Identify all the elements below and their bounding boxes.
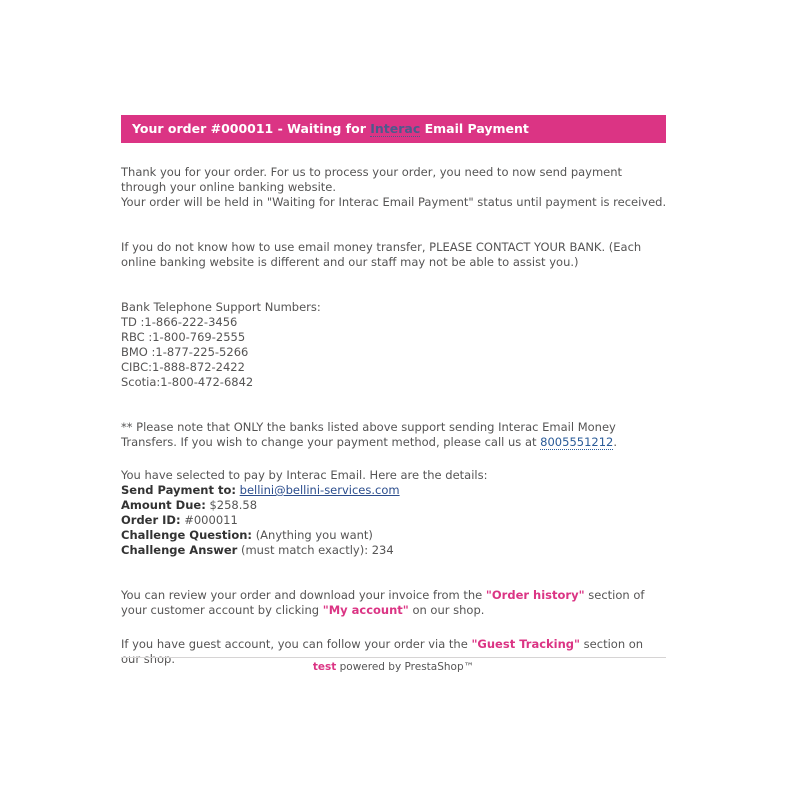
amount-due-label: Amount Due:: [121, 498, 206, 512]
note-line-2-suffix: .: [613, 435, 617, 449]
review-line-2: [121, 603, 681, 618]
review-prefix: You can review your order and download your invoice from the: [121, 588, 486, 602]
bank-number-td: TD :1-866-222-3456: [121, 315, 238, 329]
detail-challenge-answer: [121, 543, 681, 558]
header-suffix: Email Payment: [420, 121, 529, 136]
review-line-2-suffix: on our shop.: [408, 603, 485, 617]
guest-suffix: section on: [580, 637, 644, 651]
footer-divider: [121, 657, 666, 658]
note-line-2: [121, 435, 681, 450]
send-payment-label: Send Payment to:: [121, 483, 236, 497]
order-id-label: Order ID:: [121, 513, 181, 527]
bank-number-rbc: RBC :1-800-769-2555: [121, 330, 246, 344]
challenge-answer-value: (must match exactly): 234: [240, 543, 394, 557]
order-id-value: #000011: [184, 513, 238, 527]
intro-line-2: through your online banking website.: [121, 180, 337, 194]
header-prefix: Your order #000011 - Waiting for: [132, 121, 371, 136]
intro-line-3: Your order will be held in "Waiting for Interac Email Payment" status until payment is received.: [121, 195, 667, 209]
bank-numbers-title: Bank Telephone Support Numbers:: [121, 300, 321, 314]
challenge-question-label: Challenge Question:: [121, 528, 253, 542]
order-status-header: [121, 115, 666, 143]
shop-name-link[interactable]: test: [312, 661, 337, 673]
send-payment-email-link[interactable]: bellini@bellini-services.com: [239, 483, 400, 497]
review-line-2-prefix: your customer account by clicking: [121, 603, 323, 617]
intro-line-1: Thank you for your order. For us to process your order, you need to now send payment: [121, 165, 623, 179]
detail-order-id: [121, 513, 681, 528]
order-history-link[interactable]: "Order history": [485, 588, 585, 602]
challenge-answer-label: Challenge Answer: [121, 543, 238, 557]
detail-challenge-question: [121, 528, 681, 543]
review-middle: section of: [584, 588, 645, 602]
bank-number-scotia: Scotia:1-800-472-6842: [121, 375, 254, 389]
contact-bank-line-2: online banking website is different and our staff may not be able to assist you.): [121, 255, 579, 269]
bank-number-cibc: CIBC:1-888-872-2422: [121, 360, 245, 374]
note-line-1: ** Please note that ONLY the banks listed above support sending Interac Email Money: [121, 420, 616, 434]
powered-by-text: powered by PrestaShop™: [336, 661, 475, 673]
detail-send-payment: [121, 483, 681, 498]
contact-bank-line-1: If you do not know how to use email money transfer, PLEASE CONTACT YOUR BANK. (Each: [121, 240, 642, 254]
guest-tracking-link[interactable]: "Guest Tracking": [471, 637, 581, 651]
interac-term: Interac: [370, 121, 421, 136]
email-body: [121, 165, 681, 667]
detail-amount-due: [121, 498, 681, 513]
my-account-link[interactable]: "My account": [322, 603, 409, 617]
review-line-1: [121, 588, 681, 603]
footer: [121, 660, 666, 674]
amount-due-value: $258.58: [209, 498, 258, 512]
bank-number-bmo: BMO :1-877-225-5266: [121, 345, 249, 359]
challenge-question-value: (Anything you want): [255, 528, 373, 542]
phone-number-link[interactable]: 8005551212: [540, 435, 614, 449]
guest-line-2: our shop.: [121, 652, 175, 666]
guest-prefix: If you have guest account, you can follow your order via the: [121, 637, 472, 651]
note-line-2-prefix: Transfers. If you wish to change your payment method, please call us at: [121, 435, 541, 449]
guest-line-1: [121, 637, 681, 652]
details-intro: You have selected to pay by Interac Email. Here are the details:: [121, 468, 488, 482]
